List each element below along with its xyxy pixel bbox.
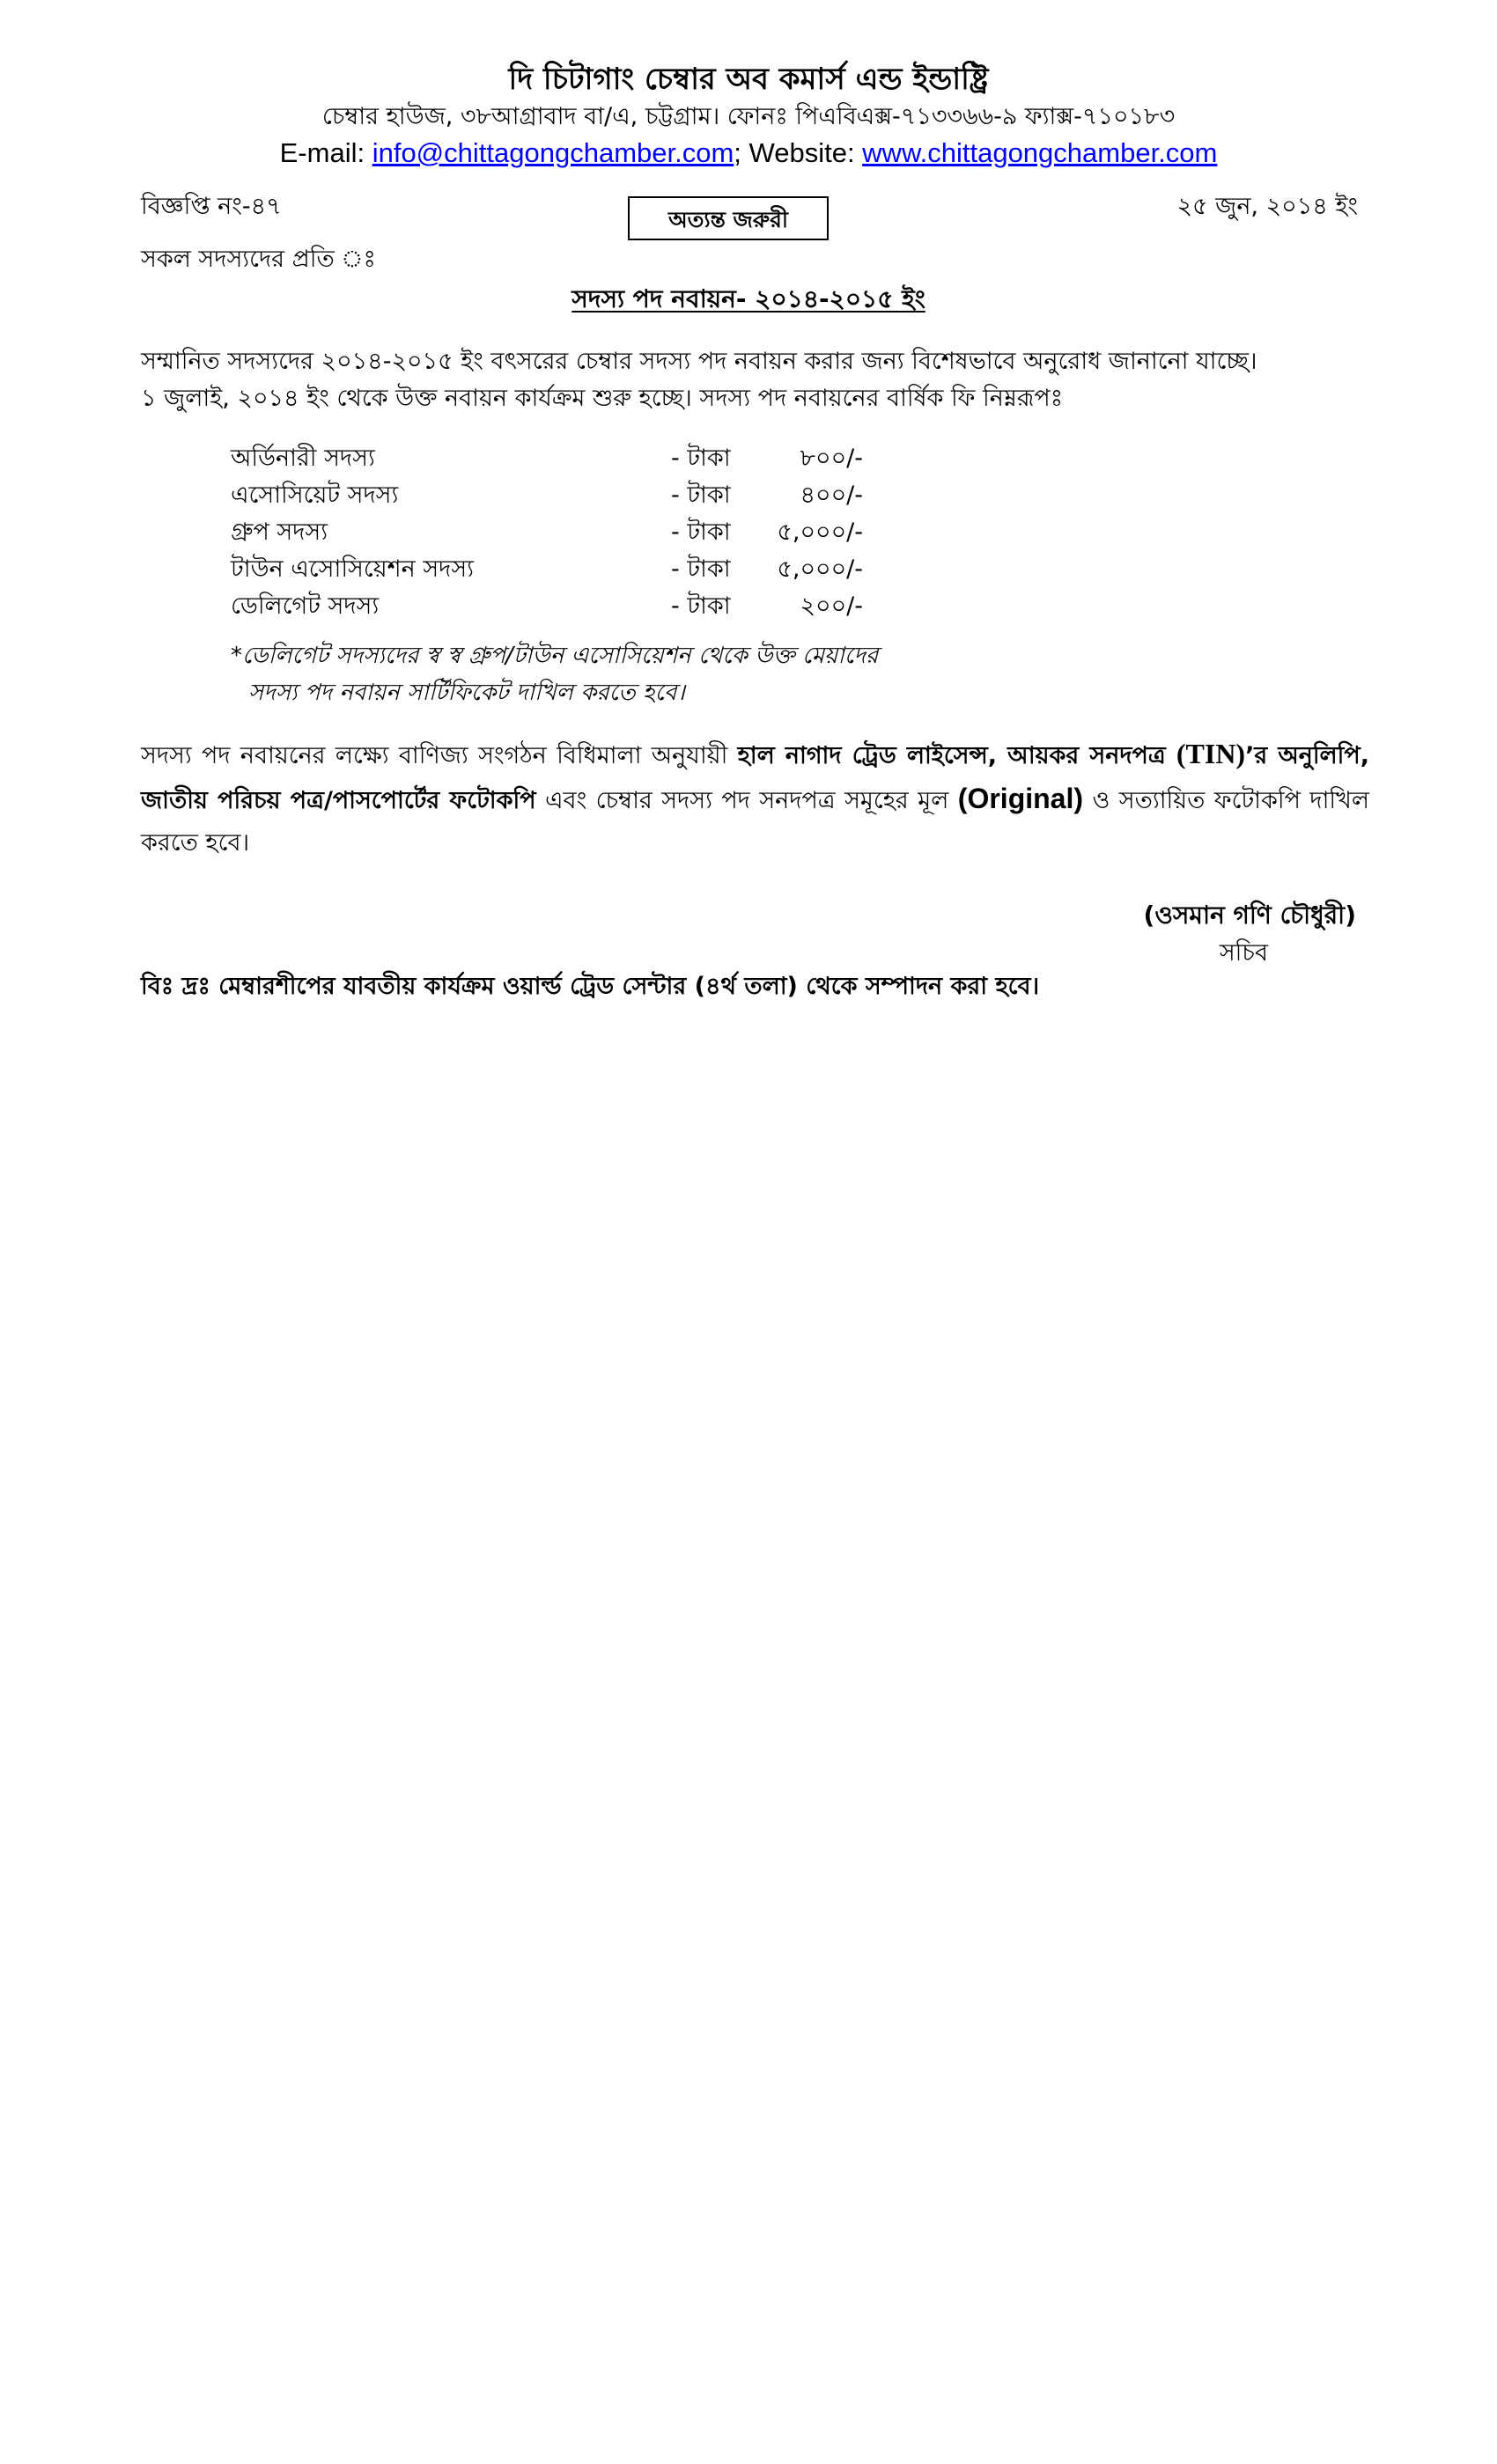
signatory-designation: সচিব — [1219, 939, 1268, 967]
recipients-line: সকল সদস্যদের প্রতি ঃ — [141, 246, 376, 273]
note-line-2: সদস্য পদ নবায়ন সার্টিফিকেট দাখিল করতে হবে। — [248, 680, 685, 706]
fee-category: এসোসিয়েট সদস্য — [231, 482, 399, 509]
intro-line-2: ১ জুলাই, ২০১৪ ইং থেকে উক্ত নবায়ন কার্যক্রম শুরু হচ্ছে। সদস্য পদ নবায়নের বার্ষিক ফি নিম্নরূপঃ — [141, 385, 1064, 412]
fee-amount: ৮০০/- — [800, 445, 863, 472]
para2-part-b: হাল নাগাদ ট্রেড লাইসেন্স, আয়কর সনদপত্র — [737, 742, 1176, 769]
fee-currency: - টাকা — [671, 482, 731, 509]
fee-currency: - টাকা — [671, 519, 731, 546]
fee-currency: - টাকা — [671, 555, 731, 583]
email-link[interactable]: info@chittagongchamber.com — [372, 137, 734, 168]
contact-line — [0, 137, 1497, 169]
intro-line-1: সম্মানিত সদস্যদের ২০১৪-২০১৫ ইং বৎসরের চেম্বার সদস্য পদ নবায়ন করার জন্য বিশেষভাবে অনুরোধ জানানো যাচ্ছে। — [141, 348, 1257, 375]
fee-currency: - টাকা — [671, 592, 731, 620]
para2-part-d: এবং চেম্বার সদস্য পদ সনদপত্র সমূহের মূল — [535, 787, 958, 814]
notice-number: বিজ্ঞপ্তি নং-৪৭ — [141, 193, 282, 220]
fee-amount: ৪০০/- — [800, 482, 863, 509]
tin-text: (TIN) — [1176, 738, 1246, 769]
para2-part-a: সদস্য পদ নবায়নের লক্ষ্যে বাণিজ্য সংগঠন বিধিমালা অনুযায়ী — [141, 742, 738, 769]
documents-paragraph — [141, 732, 1369, 864]
fee-amount: ৫,০০০/- — [777, 555, 863, 583]
urgent-badge: অত্যন্ত জরুরী — [628, 196, 829, 240]
fee-category: গ্রুপ সদস্য — [231, 519, 328, 546]
fee-category: টাউন এসোসিয়েশন সদস্য — [231, 555, 474, 583]
fee-amount: ৫,০০০/- — [777, 519, 863, 546]
signatory-name: (ওসমান গণি চৌধুরী) — [1143, 901, 1356, 930]
note-line-1: *ডেলিগেট সদস্যদের স্ব স্ব গ্রুপ/টাউন এসোসিয়েশন থেকে উক্ত মেয়াদের — [231, 643, 879, 669]
fee-currency: - টাকা — [671, 445, 731, 472]
org-address: চেম্বার হাউজ, ৩৮আগ্রাবাদ বা/এ, চট্টগ্রাম। ফোনঃ পিএবিএক্স-৭১৩৩৬৬-৯ ফ্যাক্স-৭১০১৮৩ — [321, 103, 1176, 130]
subject-heading — [0, 280, 1497, 321]
org-name: দি চিটাগাং চেম্বার অব কমার্স এন্ড ইন্ডাষ্ট্রি — [508, 62, 989, 97]
para2-part-e: ও সত্যায়িত ফটোকপি দাখিল করতে হবে। — [141, 787, 1369, 857]
original-text: (Original) — [957, 783, 1084, 814]
subject-text: সদস্য পদ নবায়ন- ২০১৪-২০১৫ ইং — [572, 284, 925, 313]
website-link[interactable]: www.chittagongchamber.com — [862, 137, 1218, 168]
email-label: E-mail: — [279, 137, 372, 168]
fee-amount: ২০০/- — [800, 592, 863, 620]
postscript: বিঃ দ্রঃ মেম্বারশীপের যাবতীয় কার্যক্রম ওয়ার্ল্ড ট্রেড সেন্টার (৪র্থ তলা) থেকে সম্পাদন করা হবে। — [141, 973, 1040, 1000]
fee-category: অর্ডিনারী সদস্য — [231, 445, 375, 472]
delegate-note — [231, 637, 1006, 711]
website-label: ; Website: — [734, 137, 863, 168]
notice-date: ২৫ জুন, ২০১৪ ইং — [1176, 193, 1358, 220]
intro-paragraph — [141, 343, 1365, 417]
fee-category: ডেলিগেট সদস্য — [231, 592, 380, 620]
para2-part-c: ’র অনুলিপি, জাতীয় পরিচয় পত্র/পাসপোর্টের ফটোকপি — [141, 742, 1369, 814]
